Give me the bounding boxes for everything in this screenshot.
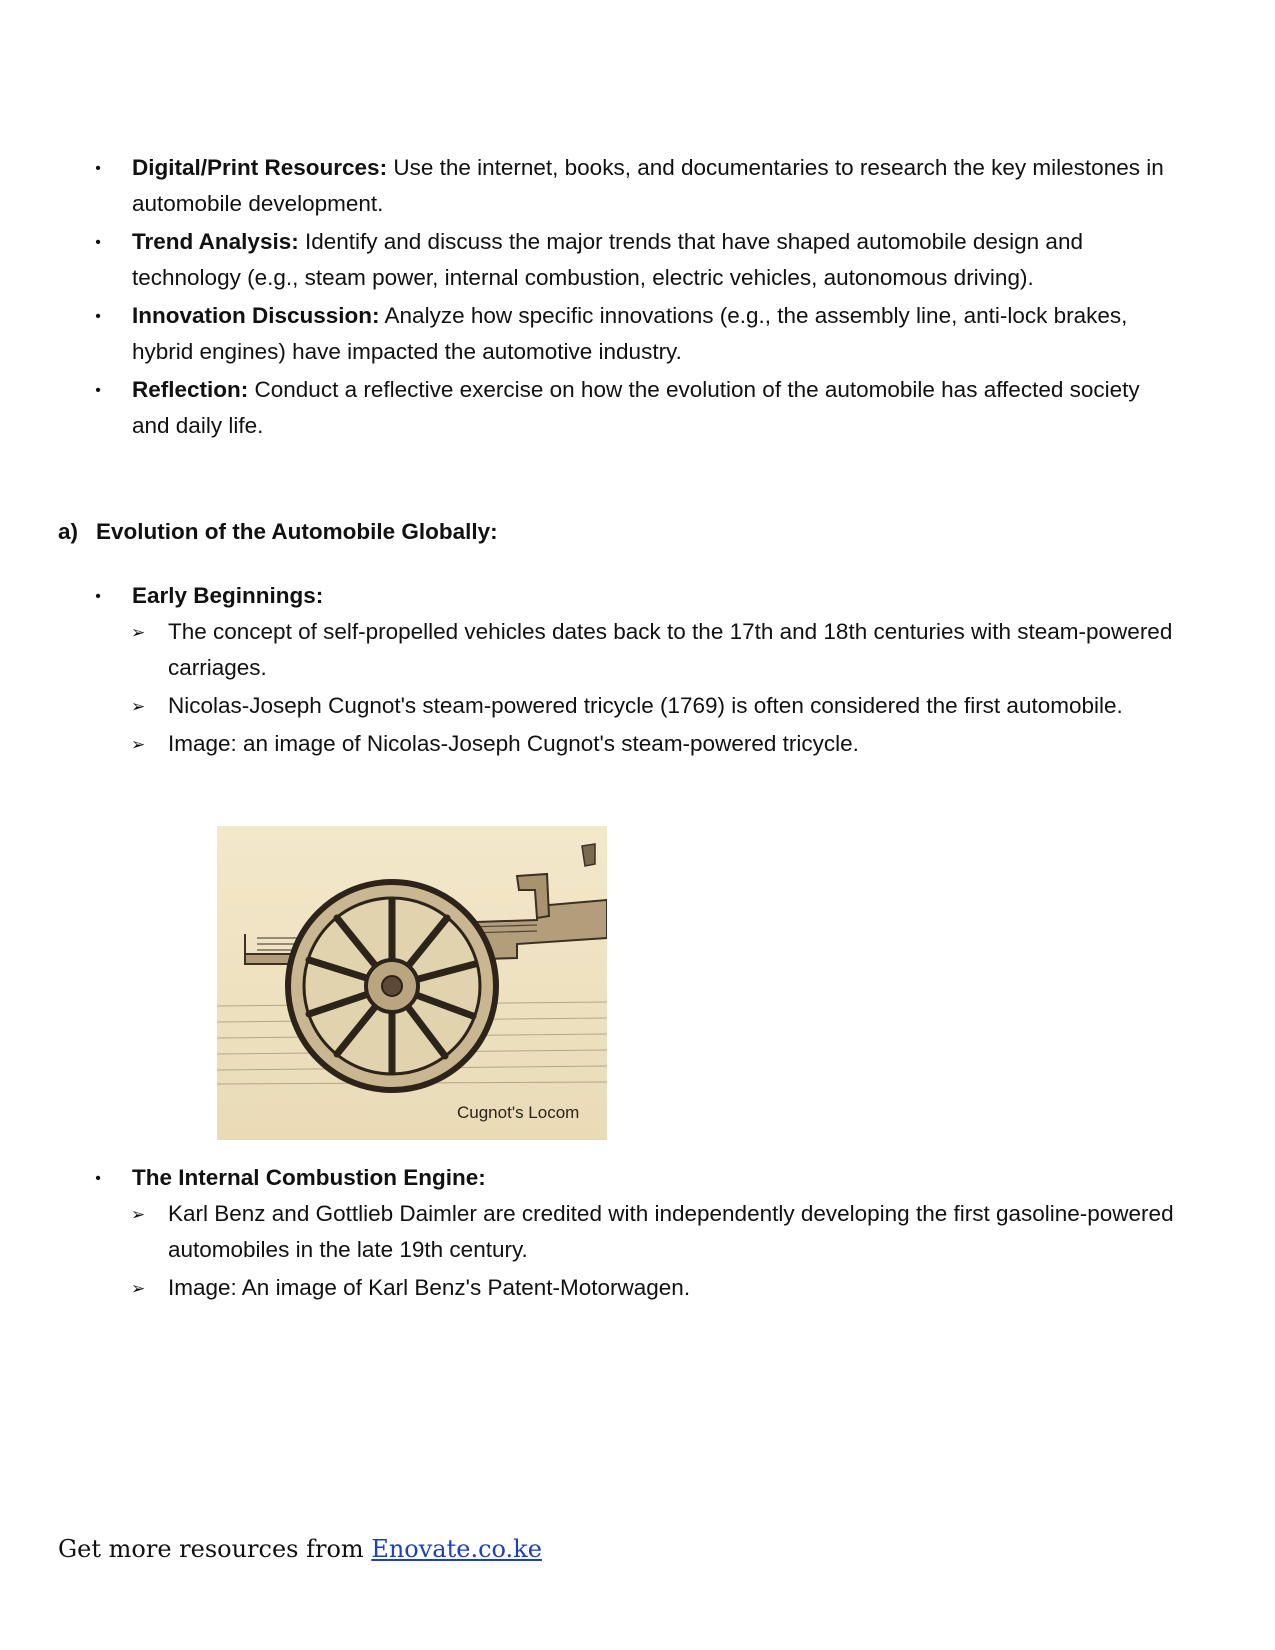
- image-caption: Cugnot's Locom: [457, 1103, 580, 1122]
- bullet-text: Conduct a reflective exercise on how the evolution of the automobile has affected society and daily life.: [132, 377, 1140, 438]
- sub-point: [92, 1270, 1182, 1306]
- sub-point-text: The concept of self-propelled vehicles dates back to the 17th and 18th centuries with steam-powered carriages.: [168, 619, 1173, 680]
- early-beginnings-heading: Early Beginnings:: [132, 583, 324, 608]
- bullet-dot-icon: •: [95, 1170, 101, 1187]
- bullet-internal-combustion: [92, 1160, 1182, 1306]
- bullet-text: Use the internet, books, and documentaries to research the key milestones in automobile development.: [132, 155, 1164, 216]
- bullet-trend-analysis: [92, 224, 1182, 296]
- bullet-dot-icon: •: [95, 382, 101, 399]
- bullet-reflection: [92, 372, 1182, 444]
- arrow-bullet-icon: ➢: [131, 697, 146, 716]
- bullet-text: Identify and discuss the major trends that have shaped automobile design and technology (e.g., steam power, internal combustion, electric vehicles, autonomous driving).: [132, 229, 1083, 290]
- bullet-digital-resources: [92, 150, 1182, 222]
- sub-point-text: Nicolas-Joseph Cugnot's steam-powered tricycle (1769) is often considered the first automobile.: [168, 693, 1123, 718]
- bullet-innovation-discussion: [92, 298, 1182, 370]
- bullet-dot-icon: •: [95, 308, 101, 325]
- footer-link[interactable]: Enovate.co.ke: [371, 1535, 542, 1563]
- intro-bullet-list: [92, 150, 1182, 446]
- section-title: Evolution of the Automobile Globally:: [96, 519, 498, 544]
- section-marker: a): [58, 519, 79, 544]
- internal-combustion-list: [92, 1160, 1182, 1308]
- arrow-bullet-icon: ➢: [131, 1279, 146, 1298]
- bullet-term: Innovation Discussion:: [132, 303, 380, 328]
- bullet-dot-icon: •: [95, 588, 101, 605]
- sub-point-text: Karl Benz and Gottlieb Daimler are credited with independently developing the first gasoline-powered automobiles in the late 19th century.: [168, 1201, 1174, 1262]
- bullet-term: Reflection:: [132, 377, 249, 402]
- section-heading: [58, 514, 498, 550]
- bullet-dot-icon: •: [95, 160, 101, 177]
- bullet-early-beginnings: [92, 578, 1182, 762]
- sub-point-text: Image: An image of Karl Benz's Patent-Motorwagen.: [168, 1275, 691, 1300]
- sub-point: [92, 1196, 1182, 1268]
- internal-combustion-points: [132, 1196, 1182, 1306]
- sub-point: [92, 688, 1182, 724]
- bullet-term: Trend Analysis:: [132, 229, 299, 254]
- arrow-bullet-icon: ➢: [131, 1205, 146, 1224]
- bullet-text: Analyze how specific innovations (e.g., the assembly line, anti-lock brakes, hybrid engines) have impacted the automotive industry.: [132, 303, 1128, 364]
- footer: [58, 1535, 542, 1563]
- early-beginnings-points: [132, 614, 1182, 762]
- sub-point-text: Image: an image of Nicolas-Joseph Cugnot's steam-powered tricycle.: [168, 731, 859, 756]
- bullet-term: Digital/Print Resources:: [132, 155, 388, 180]
- internal-combustion-heading: The Internal Combustion Engine:: [132, 1165, 486, 1190]
- arrow-bullet-icon: ➢: [131, 623, 146, 642]
- arrow-bullet-icon: ➢: [131, 735, 146, 754]
- sub-point: [92, 726, 1182, 762]
- sub-point: [92, 614, 1182, 686]
- bullet-dot-icon: •: [95, 234, 101, 251]
- cugnot-tricycle-image: [217, 826, 607, 1140]
- engraving-illustration: [217, 826, 607, 1140]
- footer-text: Get more resources from: [58, 1535, 372, 1563]
- early-beginnings-list: [92, 578, 1182, 764]
